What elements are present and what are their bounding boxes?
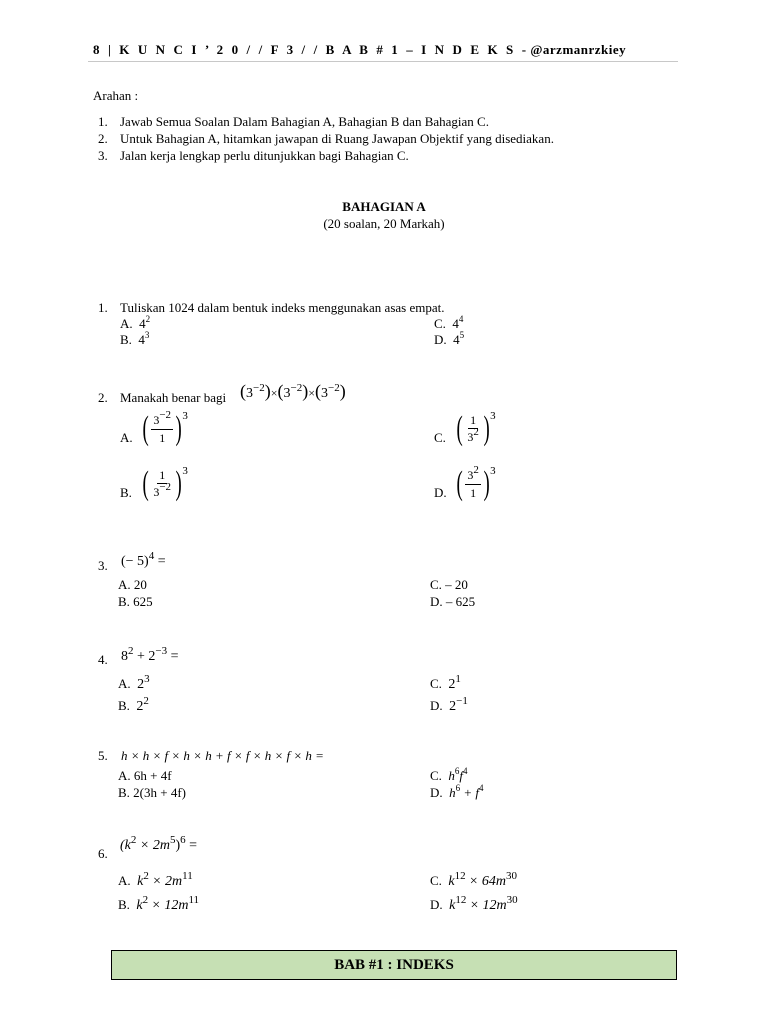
q3-number: 3. (98, 558, 108, 573)
q2-option-b-label: B. (120, 485, 132, 500)
q5-expression: h × h × f × h × h + f × f × h × f × h = (121, 748, 324, 763)
instruction-2-num: 2. (98, 131, 108, 146)
q2-option-a-fraction: ( $\frac{3-2}{1}$ ) 3 (142, 409, 188, 447)
instruction-2-text: Untuk Bahagian A, hitamkan jawapan di Ruang Jawapan Objektif yang disediakan. (120, 131, 554, 146)
q2-number: 2. (98, 390, 108, 405)
instruction-3-num: 3. (98, 148, 108, 163)
q1-text: Tuliskan 1024 dalam bentuk indeks menggunakan asas empat. (120, 300, 445, 315)
q5-number: 5. (98, 748, 108, 763)
q4-option-b: B. $2^2$ (118, 695, 149, 714)
q1-option-a: A. $4^2$ (120, 314, 151, 331)
q4-expression: $8^2 + 2^{-3}$ = (121, 645, 179, 664)
q2-option-c-fraction: ( $\frac{1}{32}$ ) 3 (456, 410, 496, 447)
instruction-1-text: Jawab Semua Soalan Dalam Bahagian A, Bahagian B dan Bahagian C. (120, 114, 489, 129)
q1-option-d: D. $4^5$ (434, 330, 465, 347)
q4-option-d: D. $2^{-1}$ (430, 695, 468, 714)
section-subtitle: (20 soalan, 20 Markah) (323, 216, 445, 231)
instruction-3-text: Jalan kerja lengkap perlu ditunjukkan bagi Bahagian C. (120, 148, 409, 163)
instruction-1-num: 1. (98, 114, 108, 129)
q3-expression: (− 5)$^4$ = (121, 550, 166, 569)
header-handle: - @arzmanrzkiey (521, 42, 627, 57)
q5-option-b: B. 2(3h + 4f) (118, 785, 186, 800)
q5-option-a: A. 6h + 4f (118, 768, 172, 783)
q6-option-a: A. $k^2 \times 2m^{11}$ (118, 870, 193, 889)
q4-option-a: A. $2^3$ (118, 673, 150, 692)
header-title: 8 | K U N C I ’ 2 0 / / F 3 / / B A B # 1 – I N D E K S (93, 42, 516, 57)
header-divider (88, 61, 678, 62)
page-header (93, 42, 626, 58)
q2-option-d-label: D. (434, 485, 447, 500)
q5-option-d: D. $h^6 + f^4$ (430, 783, 484, 800)
q2-option-c-label: C. (434, 430, 446, 445)
q1-option-c: C. $4^4$ (434, 314, 464, 331)
q6-expression: $(k^2 \times 2m^5)^6$ = (120, 834, 198, 853)
q2-option-d-fraction: ( $\frac{32}{1}$ ) 3 (456, 464, 496, 502)
q6-option-b: B. $k^2 \times 12m^{11}$ (118, 894, 200, 913)
q2-text: Manakah benar bagi (120, 390, 227, 405)
q6-number: 6. (98, 846, 108, 861)
q2-expression: $(3^{-2})\times(3^{-2})\times(3^{-2})$ (240, 381, 346, 401)
instructions-label: Arahan : (93, 88, 139, 103)
q1-number: 1. (98, 300, 108, 315)
chapter-footer-banner (111, 950, 677, 980)
q2-option-a-label: A. (120, 430, 133, 445)
q3-option-c: C. – 20 (430, 577, 468, 592)
section-title: BAHAGIAN A (342, 199, 426, 214)
q6-option-c: C. $k^{12} \times 64m^{30}$ (430, 870, 517, 889)
q3-option-a: A. 20 (118, 577, 147, 592)
q5-option-c: C. $h^6f^4$ (430, 766, 468, 783)
q2-option-b-fraction: ( $\frac{1}{3-2}$ ) 3 (142, 465, 188, 502)
q4-number: 4. (98, 652, 108, 667)
q6-option-d: D. $k^{12} \times 12m^{30}$ (430, 894, 518, 913)
q3-option-d: D. – 625 (430, 594, 476, 609)
q3-option-b: B. 625 (118, 594, 153, 609)
q1-option-b: B. $4^3$ (120, 330, 150, 347)
footer-label: BAB #1 : INDEKS (334, 956, 454, 973)
q4-option-c: C. $2^1$ (430, 673, 461, 692)
